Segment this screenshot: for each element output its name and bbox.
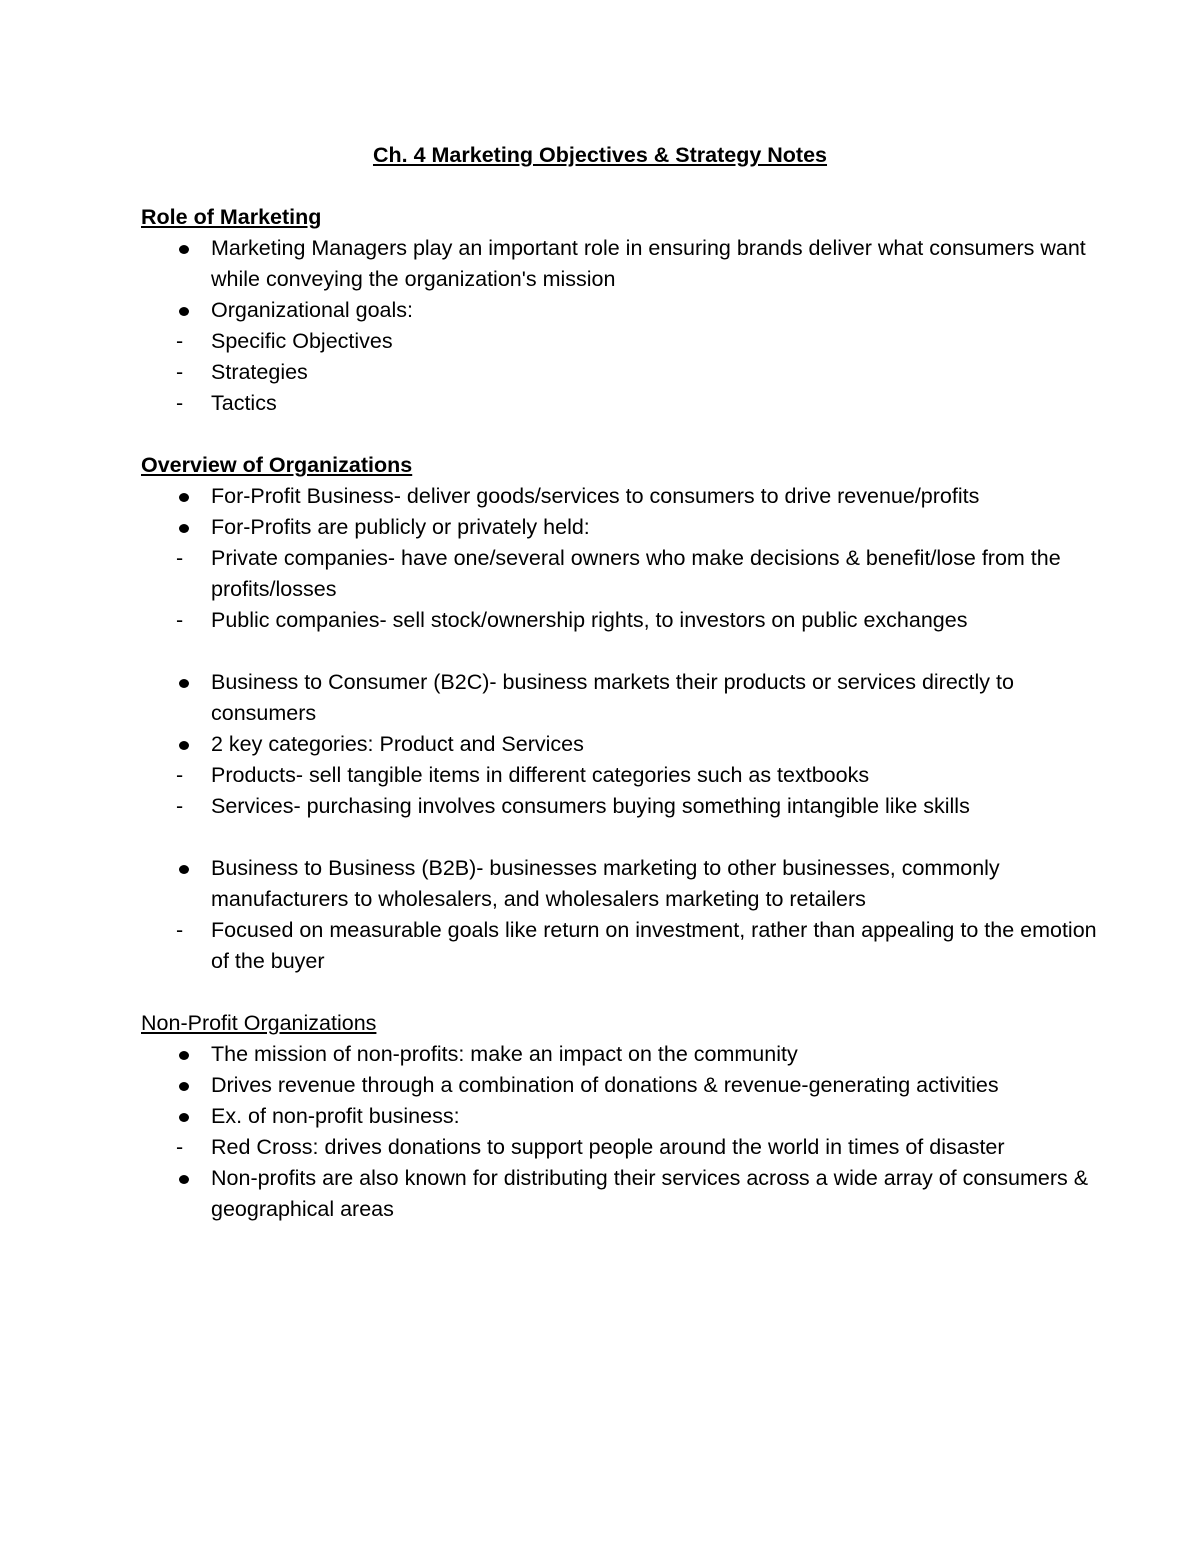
section-heading-overview: Overview of Organizations: [141, 453, 413, 477]
list-item: [141, 1132, 1101, 1163]
dash-marker: -: [176, 794, 184, 818]
bullet-icon: [179, 307, 189, 316]
dash-marker: -: [176, 546, 184, 570]
dash-marker: -: [176, 608, 184, 632]
dash-marker: -: [176, 391, 184, 415]
list-item-text: Non-profits are also known for distributing their services across a wide array of consumers & geographical areas: [211, 1166, 1089, 1221]
bullet-icon: [179, 245, 189, 254]
dash-marker: -: [176, 1135, 184, 1159]
spacer: [141, 822, 1101, 853]
list-item: [141, 481, 1101, 512]
list-item-text: Marketing Managers play an important role in ensuring brands deliver what consumers want while conveying the organization's mission: [211, 236, 1086, 291]
list-item-text: Products- sell tangible items in different categories such as textbooks: [211, 763, 870, 787]
list-item: [141, 388, 1101, 419]
list-item-text: Drives revenue through a combination of donations & revenue-generating activities: [211, 1073, 999, 1097]
list-item: [141, 667, 1101, 729]
list-item: [141, 1163, 1101, 1225]
page-title: Ch. 4 Marketing Objectives & Strategy Notes: [372, 143, 828, 167]
list-item-text: Public companies- sell stock/ownership rights, to investors on public exchanges: [211, 608, 968, 632]
section-heading-role: Role of Marketing: [141, 205, 322, 229]
list-item-text: Focused on measurable goals like return on investment, rather than appealing to the emotion of the buyer: [211, 918, 1097, 973]
list-item-text: Red Cross: drives donations to support people around the world in times of disaster: [211, 1135, 1005, 1159]
bullet-icon: [179, 1082, 189, 1091]
bullet-icon: [179, 741, 189, 750]
section-heading-nonprofit: Non-Profit Organizations: [141, 1011, 377, 1035]
list-item-text: The mission of non-profits: make an impact on the community: [211, 1042, 798, 1066]
list-item: [141, 853, 1101, 915]
list-item: [141, 791, 1101, 822]
dash-marker: -: [176, 763, 184, 787]
list-item: [141, 233, 1101, 295]
bullet-icon: [179, 865, 189, 874]
list-item: [141, 512, 1101, 543]
bullet-icon: [179, 1175, 189, 1184]
list-item-text: For-Profit Business- deliver goods/services to consumers to drive revenue/profits: [211, 484, 980, 508]
list-item: [141, 605, 1101, 636]
list-item-text: Ex. of non-profit business:: [211, 1104, 460, 1128]
dash-marker: -: [176, 360, 184, 384]
list-item-text: 2 key categories: Product and Services: [211, 732, 584, 756]
list-item: [141, 326, 1101, 357]
list-item: [141, 543, 1101, 605]
list-item: [141, 357, 1101, 388]
bullet-icon: [179, 1113, 189, 1122]
spacer: [141, 419, 1101, 450]
list-item: [141, 1039, 1101, 1070]
list-item-text: Business to Consumer (B2C)- business markets their products or services directly to consumers: [211, 670, 1014, 725]
list-item: [141, 1070, 1101, 1101]
list-item-text: Private companies- have one/several owners who make decisions & benefit/lose from the profits/losses: [211, 546, 1061, 601]
spacer: [141, 636, 1101, 667]
dash-marker: -: [176, 918, 184, 942]
list-item-text: Tactics: [211, 391, 277, 415]
bullet-icon: [179, 1051, 189, 1060]
spacer: [141, 977, 1101, 1008]
list-item-text: For-Profits are publicly or privately held:: [211, 515, 590, 539]
bullet-icon: [179, 679, 189, 688]
list-item-text: Business to Business (B2B)- businesses marketing to other businesses, commonly manufacturers to wholesalers, and wholesalers marketing to retailers: [211, 856, 1000, 911]
list-item-text: Specific Objectives: [211, 329, 393, 353]
list-item-text: Organizational goals:: [211, 298, 413, 322]
list-item: [141, 915, 1101, 977]
list-item: [141, 1101, 1101, 1132]
list-item: [141, 729, 1101, 760]
list-item-text: Strategies: [211, 360, 308, 384]
bullet-icon: [179, 524, 189, 533]
dash-marker: -: [176, 329, 184, 353]
list-item: [141, 295, 1101, 326]
list-item: [141, 760, 1101, 791]
list-item-text: Services- purchasing involves consumers buying something intangible like skills: [211, 794, 970, 818]
document-body: [141, 202, 1101, 1225]
bullet-icon: [179, 493, 189, 502]
